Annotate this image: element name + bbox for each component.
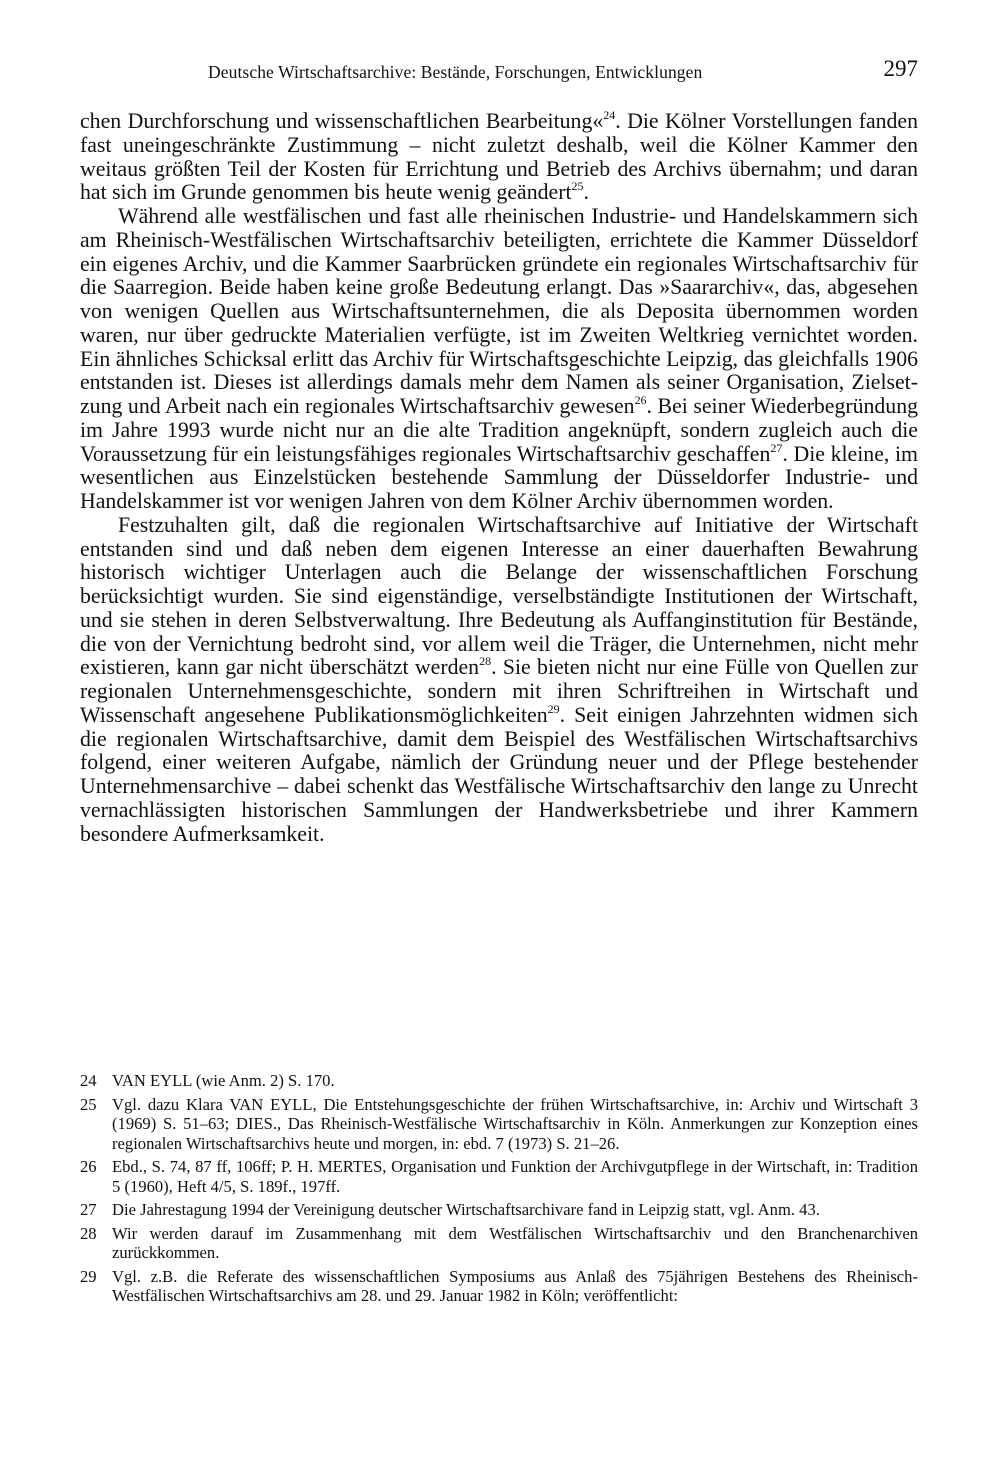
text-run: . Bei seiner Wiederbegründung im Jahre 1993 wurde nicht nur an die alte Tradition angeknüpft, sondern zugleich auch die Voraussetzung für ein leistungsfähiges regionales Wirtschaftsarchiv geschaffen: [80, 394, 918, 466]
footnote-number: 24: [80, 1071, 97, 1090]
text-run: chen Durchforschung und wissenschaftlichen Bearbeitung«: [80, 109, 604, 133]
footnote-number: 27: [80, 1200, 97, 1219]
text-run: . Seit einigen Jahrzehnten widmen sich die regionalen Wirtschaftsarchive, damit dem Beispiel des Westfälischen Wirtschaftsarchivs folgend, einer weiteren Aufgabe, nämlich der Gründung neuer und der Pflege bestehender Unternehmensarchive – dabei schenkt das Westfälische Wirtschaftsarchiv den lange zu Unrecht vernachlässigten historischen Sammlungen der Handwerksbetriebe und ihrer Kammern besondere Aufmerksamkeit.: [80, 702, 919, 846]
page-number: 297: [883, 56, 918, 81]
body-paragraph: [80, 205, 918, 514]
text-run: Festzuhalten gilt, daß die regionalen Wirtschaftsarchive auf Initiative der Wirtschaft entstanden sind und daß neben dem eigenen Interesse an einer dauerhaften Bewahrung historisch wichtiger Unterlagen auch die Belange der wissenschaftlichen Forschung berücksichtigt wurden. Sie sind eigenständige, verselbständigte Institutionen der Wirtschaft, und sie stehen in deren Selbstverwaltung. Ihre Bedeutung als Auffanginstitution für Bestände, die von der Vernichtung bedroht sind, vor allem weil die Träger, die Unternehmen, nicht mehr existieren, kann gar nicht überschätzt werden: [80, 512, 918, 680]
footnotes-section: [80, 1071, 918, 1310]
main-text: [80, 110, 918, 846]
footnote-text: Ebd., S. 74, 87 ff, 106ff; P. H. MERTES, Organisation und Funktion der Archivgutpflege in der Wirtschaft, in: Tradition 5 (1960), Heft 4/5, S. 189f., 197ff.: [112, 1157, 918, 1196]
footnote-reference[interactable]: 24: [603, 108, 616, 123]
footnote-reference[interactable]: 27: [770, 440, 783, 455]
footnote-number: 28: [80, 1223, 97, 1243]
text-run: Während alle westfälischen und fast alle rheinischen Industrie- und Handelskammern sich am Rheinisch-Westfälischen Wirtschaftsarchiv beteiligten, errichtete die Kammer Düsseldorf ein eigenes Archiv, und die Kammer Saarbrücken gründete ein regionales Wirtschaftsarchiv für die Saarregion. Beide haben keine große Bedeutung erlangt. Das »Saararchiv«, das, abgesehen von wenigen Quellen aus Wirtschaftsunternehmen, die als Deposita übernommen worden waren, nur über gedruckte Materialien verfügte, ist im Zweiten Weltkrieg vernichtet worden. Ein ähnliches Schicksal erlitt das Archiv für Wirtschaftsgeschichte Leipzig, das gleichfalls 1906 entstanden ist. Dieses ist allerdings damals mehr dem Namen als seiner Organisation, Zielsetzung und Arbeit nach ein regionales Wirtschaftsarchiv gewesen: [80, 204, 918, 418]
running-head: Deutsche Wirtschaftsarchive: Bestände, Forschungen, Entwicklungen: [208, 62, 703, 82]
text-run: .: [583, 180, 589, 205]
text-run: . Die kleine, im wesentlichen aus Einzelstücken bestehende Sammlung der Düsseldorfer Industrie- und Handelskammer ist vor wenigen Jahren von dem Kölner Archiv übernommen worden.: [80, 441, 918, 513]
footnote: [80, 1224, 918, 1263]
text-run: . Die Kölner Vorstellungen fanden fast uneingeschränkte Zustimmung – nicht zuletzt deshalb, weil die Kölner Kammer den weitaus größten Teil der Kosten für Errichtung und Betrieb des Archivs übernahm; und daran hat sich im Grunde genommen bis heute wenig geändert: [80, 109, 918, 205]
footnote-reference[interactable]: 26: [634, 393, 647, 408]
text-run: . Sie bieten nicht nur eine Fülle von Quellen zur regionalen Unternehmensgeschichte, sondern mit ihren Schriftreihen in Wirtschaft und Wissenschaft angesehene Publikationsmöglichkeiten: [80, 655, 918, 727]
footnote: [80, 1267, 918, 1306]
footnote-number: 29: [80, 1266, 97, 1286]
footnote-reference[interactable]: 28: [479, 654, 492, 669]
footnote-text: Vgl. z.B. die Referate des wissenschaftlichen Symposiums aus Anlaß des 75jährigen Bestehens des Rheinisch-Westfälischen Wirtschaftsarchivs am 28. und 29. Januar 1982 in Köln; veröffentlicht:: [112, 1266, 918, 1305]
footnote: [80, 1095, 918, 1154]
footnote-reference[interactable]: 25: [571, 179, 584, 194]
footnote: [80, 1200, 918, 1220]
footnote-reference[interactable]: 29: [547, 701, 560, 716]
body-paragraph: [80, 514, 918, 847]
footnote-number: 25: [80, 1094, 97, 1114]
page-header: [80, 58, 918, 88]
footnote-text: Die Jahrestagung 1994 der Vereinigung deutscher Wirtschaftsarchivare fand in Leipzig statt, vgl. Anm. 43.: [112, 1200, 820, 1219]
footnote-number: 26: [80, 1157, 97, 1176]
body-paragraph: [80, 110, 918, 205]
footnote: [80, 1157, 918, 1196]
footnote-text: Vgl. dazu Klara VAN EYLL, Die Entstehungsgeschichte der frühen Wirtschaftsarchive, in: Archiv und Wirtschaft 3 (1969) S. 51–63; DIES., Das Rheinisch-Westfälische Wirtschaftsarchiv in Köln. Anmerkungen zur Konzeption eines regionalen Wirtschaftsarchivs heute und morgen, in: ebd. 7 (1973) S. 21–26.: [112, 1094, 918, 1153]
footnote-text: Wir werden darauf im Zusammenhang mit dem Westfälischen Wirtschaftsarchiv und den Branchenarchiven zurückkommen.: [112, 1223, 918, 1262]
footnote-text: VAN EYLL (wie Anm. 2) S. 170.: [112, 1071, 335, 1090]
footnote: [80, 1071, 918, 1091]
